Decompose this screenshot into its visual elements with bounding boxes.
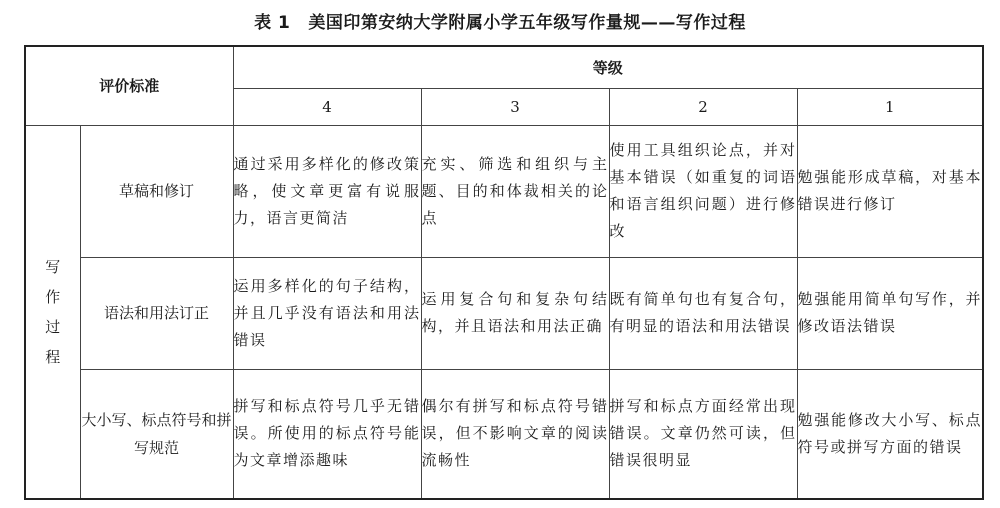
category-char: 写 [45, 257, 61, 276]
descriptor-cell: 偶尔有拼写和标点符号错误，但不影响文章的阅读流畅性 [421, 369, 609, 499]
level-4-header: 4 [233, 88, 421, 125]
category-char: 作 [45, 287, 61, 306]
level-1-header: 1 [797, 88, 983, 125]
table-number: 表 1 [254, 13, 291, 33]
criterion-cell: 语法和用法订正 [80, 257, 233, 369]
descriptor-cell: 使用工具组织论点，并对基本错误（如重复的词语和语言组织问题）进行修改 [609, 125, 797, 257]
descriptor-cell: 通过采用多样化的修改策略，使文章更富有说服力，语言更简洁 [233, 125, 421, 257]
grade-header: 等级 [233, 46, 983, 88]
descriptor-cell: 拼写和标点方面经常出现错误。文章仍然可读，但错误很明显 [609, 369, 797, 499]
table-row [25, 369, 983, 499]
descriptor-cell: 运用复合句和复杂句结构，并且语法和用法正确 [421, 257, 609, 369]
descriptor-cell: 拼写和标点符号几乎无错误。所使用的标点符号能为文章增添趣味 [233, 369, 421, 499]
table-caption [0, 8, 1000, 33]
criteria-header: 评价标准 [25, 46, 233, 125]
descriptor-cell: 勉强能形成草稿，对基本错误进行修订 [797, 125, 983, 257]
level-2-header: 2 [609, 88, 797, 125]
descriptor-cell: 勉强能用简单句写作，并修改语法错误 [797, 257, 983, 369]
category-char: 过 [45, 317, 61, 336]
criterion-cell: 大小写、标点符号和拼写规范 [80, 369, 233, 499]
descriptor-cell: 运用多样化的句子结构，并且几乎没有语法和用法错误 [233, 257, 421, 369]
level-3-header: 3 [421, 88, 609, 125]
rubric-table [24, 45, 984, 500]
table-row [25, 257, 983, 369]
table-row [25, 125, 983, 257]
category-char: 程 [45, 347, 61, 366]
descriptor-cell: 勉强能修改大小写、标点符号或拼写方面的错误 [797, 369, 983, 499]
descriptor-cell: 充实、筛选和组织与主题、目的和体裁相关的论点 [421, 125, 609, 257]
header-row [25, 46, 983, 88]
table-title: 美国印第安纳大学附属小学五年级写作量规——写作过程 [308, 13, 746, 33]
descriptor-cell: 既有简单句也有复合句，有明显的语法和用法错误 [609, 257, 797, 369]
criterion-cell: 草稿和修订 [80, 125, 233, 257]
category-cell [25, 125, 80, 499]
